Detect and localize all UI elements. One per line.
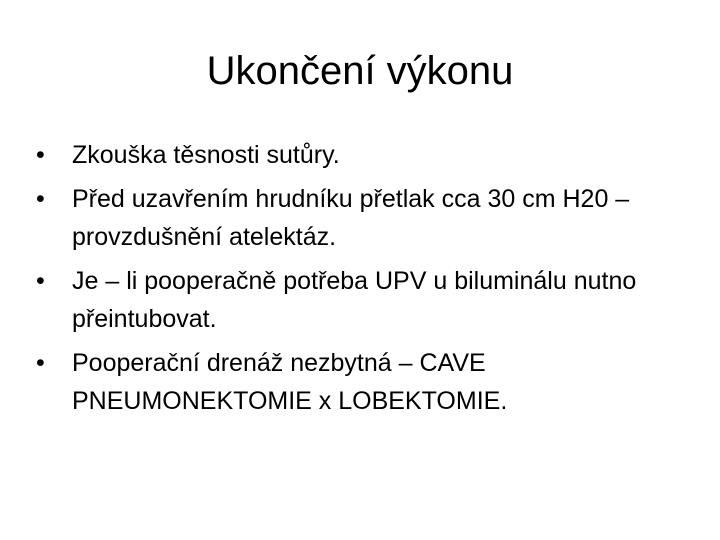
bullet-item bbox=[36, 262, 676, 338]
bullet-item bbox=[36, 180, 676, 256]
bullet-item bbox=[36, 136, 676, 174]
bullet-marker: • bbox=[36, 267, 45, 295]
bullet-text: Pooperační drenáž nezbytná – CAVE PNEUMONEKTOMIE x LOBEKTOMIE. bbox=[72, 349, 508, 415]
bullet-text: Před uzavřením hrudníku přetlak cca 30 cm H20 – provzdušnění atelektáz. bbox=[72, 185, 630, 251]
bullet-text: Zkouška těsnosti sutůry. bbox=[72, 141, 340, 169]
bullet-marker: • bbox=[36, 141, 45, 169]
slide-title: Ukončení výkonu bbox=[206, 49, 514, 93]
bullet-item bbox=[36, 344, 676, 420]
bullet-marker: • bbox=[36, 349, 45, 377]
bullet-list bbox=[36, 136, 676, 426]
bullet-marker: • bbox=[36, 185, 45, 213]
bullet-text: Je – li pooperačně potřeba UPV u biluminálu nutno přeintubovat. bbox=[72, 267, 637, 333]
